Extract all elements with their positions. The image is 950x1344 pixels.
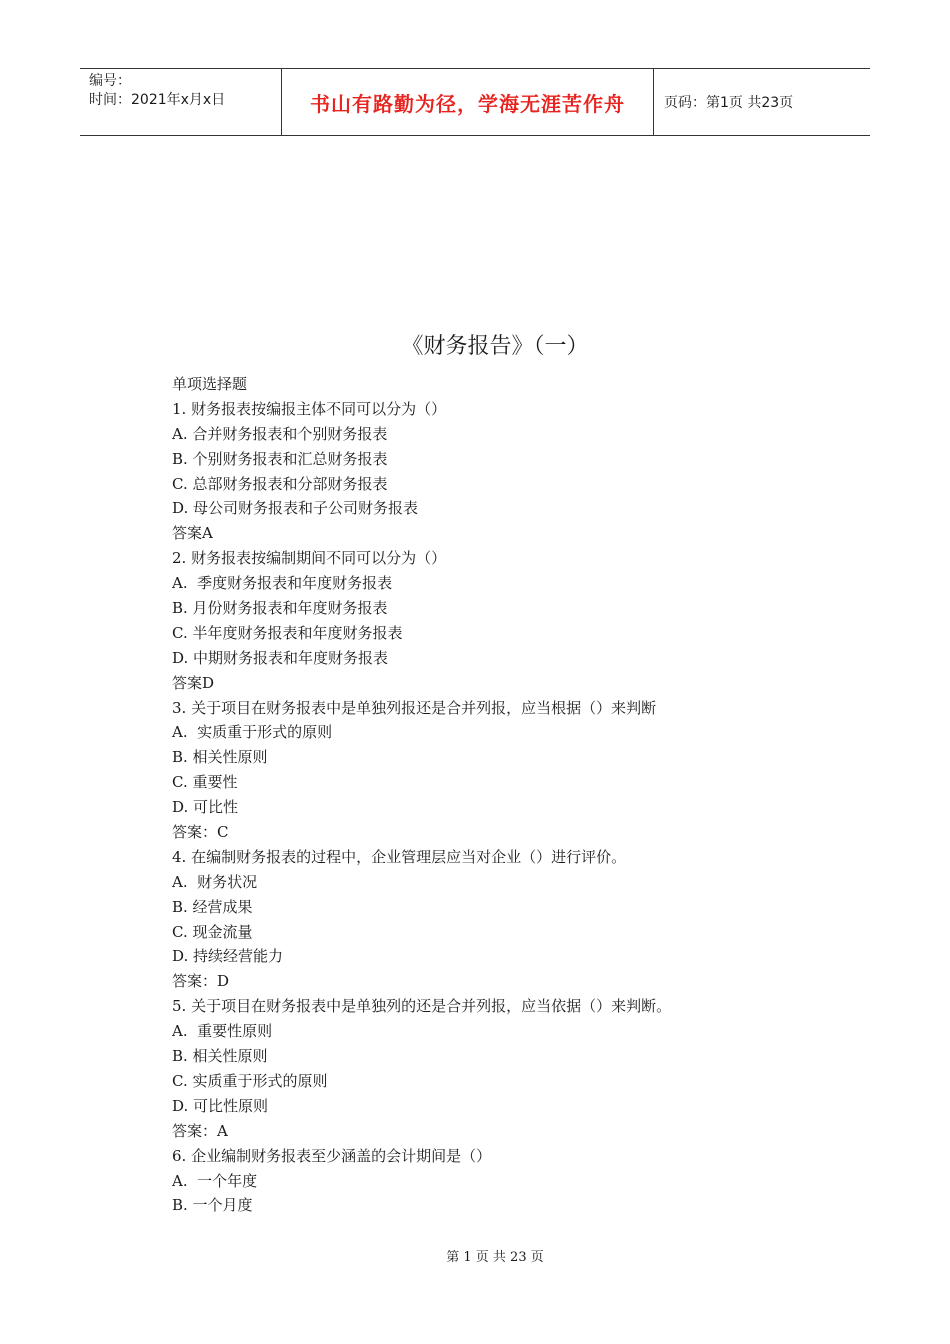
header-number-label: 编号： <box>89 73 131 89</box>
question-list <box>172 372 872 1218</box>
document-line: B. 月份财务报表和年度财务报表 <box>172 599 388 618</box>
document-line: 答案D <box>172 673 215 692</box>
document-line: D. 可比性原则 <box>172 1096 269 1115</box>
document-line: 答案A <box>172 524 213 543</box>
header-motto: 书山有路勤为径，学海无涯苦作舟 <box>282 69 654 135</box>
header-meta-cell <box>80 69 282 135</box>
document-line: 单项选择题 <box>172 375 248 393</box>
document-line: C. 重要性 <box>172 773 238 792</box>
document-line: A. 合并财务报表和个别财务报表 <box>172 424 388 443</box>
document-line: 2. 财务报表按编制期间不同可以分为（） <box>172 549 447 568</box>
page-footer: 第 1 页 共 23 页 <box>446 1250 544 1265</box>
document-line: 3. 关于项目在财务报表中是单独列报还是合并列报，应当根据（）来判断 <box>172 698 657 717</box>
document-line: D. 中期财务报表和年度财务报表 <box>172 648 389 667</box>
header-time-label: 时间：2021年x月x日 <box>89 92 226 108</box>
document-line: A. 一个年度 <box>172 1171 258 1190</box>
document-line: A. 重要性原则 <box>172 1022 273 1041</box>
document-line: D. 持续经营能力 <box>172 947 284 966</box>
document-line: C. 实质重于形式的原则 <box>172 1071 328 1090</box>
document-line: A. 季度财务报表和年度财务报表 <box>172 574 393 593</box>
header-page-info: 页码：第1页 共23页 <box>664 95 794 111</box>
document-line: A. 财务状况 <box>172 872 258 891</box>
document-line: 答案：D <box>172 972 230 991</box>
document-line: B. 一个月度 <box>172 1196 253 1215</box>
document-title: 《财务报告》（一） <box>401 334 589 359</box>
document-line: C. 总部财务报表和分部财务报表 <box>172 474 388 493</box>
document-line: B. 经营成果 <box>172 897 253 916</box>
document-line: 答案：C <box>172 823 229 842</box>
document-line: 4. 在编制财务报表的过程中，企业管理层应当对企业（）进行评价。 <box>172 847 627 866</box>
document-line: D. 可比性 <box>172 798 239 817</box>
document-line: 1. 财务报表按编报主体不同可以分为（） <box>172 399 447 418</box>
document-line: C. 现金流量 <box>172 922 253 941</box>
document-line: B. 相关性原则 <box>172 1047 268 1066</box>
document-line: D. 母公司财务报表和子公司财务报表 <box>172 499 419 518</box>
document-line: 5. 关于项目在财务报表中是单独列的还是合并列报，应当依据（）来判断。 <box>172 997 672 1016</box>
document-line: C. 半年度财务报表和年度财务报表 <box>172 623 403 642</box>
page-header <box>80 68 870 136</box>
document-line: 答案：A <box>172 1121 228 1140</box>
document-line: 6. 企业编制财务报表至少涵盖的会计期间是（） <box>172 1146 492 1165</box>
document-line: A. 实质重于形式的原则 <box>172 723 333 742</box>
document-line: B. 相关性原则 <box>172 748 268 767</box>
document-line: B. 个别财务报表和汇总财务报表 <box>172 449 388 468</box>
